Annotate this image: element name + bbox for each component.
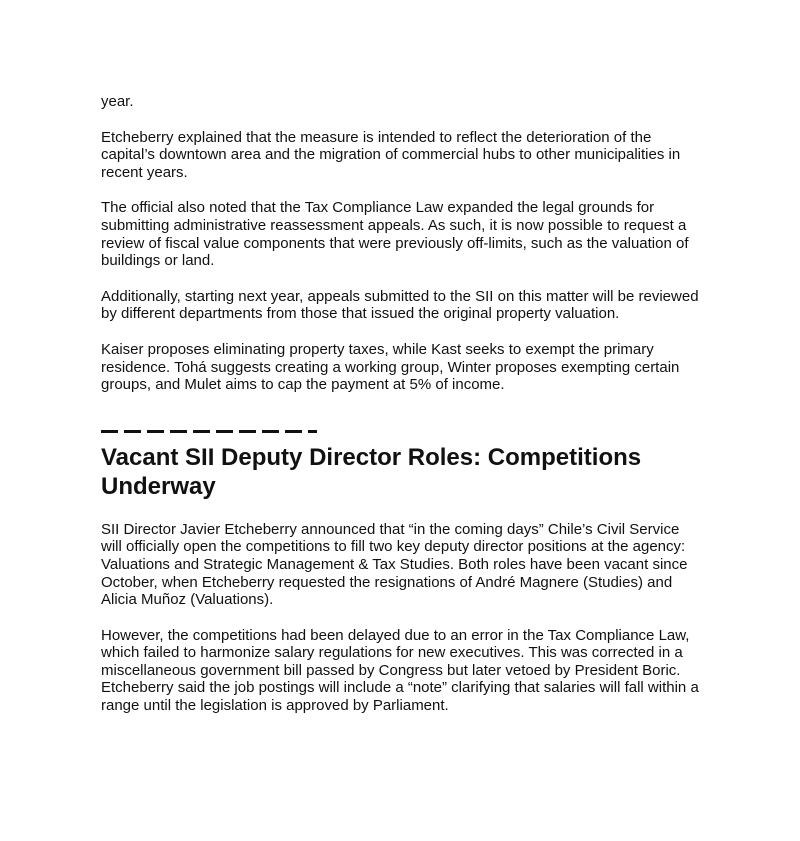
paragraph-candidate-proposals: Kaiser proposes eliminating property taxes, while Kast seeks to exempt the primary residence. Tohá suggests creating a working group, Winter proposes exempting certain groups, and Mulet aims to cap the payment at 5% of income. <box>101 340 680 394</box>
paragraph-continuation: year. <box>101 93 134 110</box>
section-heading: Vacant SII Deputy Director Roles: Competitions Underway <box>101 443 642 500</box>
paragraph-downtown-deterioration: Etcheberry explained that the measure is intended to reflect the deterioration of the capital’s downtown area and the migration of commercial hubs to other municipalities in recent years. <box>101 128 681 181</box>
paragraph-appeals-review: Additionally, starting next year, appeals submitted to the SII on this matter will be reviewed by different departments from those that issued the original property valuation. <box>101 287 699 323</box>
article-body <box>101 93 701 733</box>
paragraph-competitions-announcement: SII Director Javier Etcheberry announced that “in the coming days” Chile’s Civil Service will officially open the competitions to fill two key deputy director positions at the agency: Valuations and Strategic Management & Tax Studies. Both roles have been vacant since October, when Etcheberry requested the resignations of André Magnere (Studies) and Alicia Muñoz (Valuations). <box>101 520 688 609</box>
section-divider <box>101 430 317 433</box>
paragraph-tax-compliance-law: The official also noted that the Tax Compliance Law expanded the legal grounds for submitting administrative reassessment appeals. As such, it is now possible to request a review of fiscal value components that were previously off-limits, such as the valuation of buildings or land. <box>101 199 689 270</box>
paragraph-competitions-delay: However, the competitions had been delayed due to an error in the Tax Compliance Law, which failed to harmonize salary regulations for new executives. This was corrected in a miscellaneous government bill passed by Congress but later vetoed by President Boric. Etcheberry said the job postings will include a “note” clarifying that salaries will fall within a range until the legislation is approved by Parliament. <box>101 626 699 715</box>
